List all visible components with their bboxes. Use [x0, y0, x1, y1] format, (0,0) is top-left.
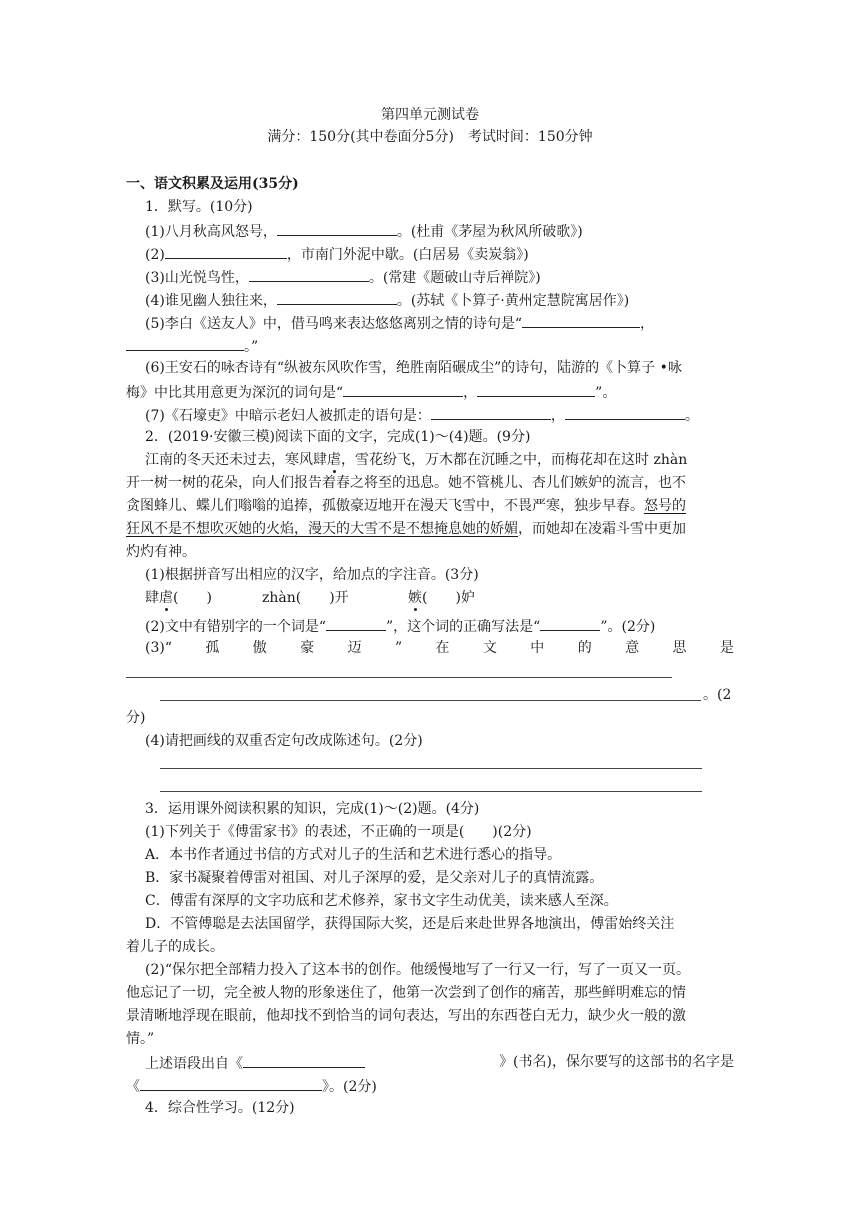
q2-sub-2-text: (2)文中有错别字的一个词是“ [145, 619, 326, 635]
q2-sub-3-char: ” [394, 640, 403, 656]
passage-text: 贪图蜂儿、蝶儿们嗡嗡的追捧，孤傲豪迈地开在漫天飞雪中，不畏严寒，独步早春。 [126, 498, 644, 514]
q1-item-5-text: (5)李白《送友人》中，借马鸣来表达悠悠离别之情的诗句是“ [145, 316, 522, 332]
answer-blank[interactable] [326, 616, 386, 631]
q2-sub-3-char: 文 [482, 640, 497, 656]
dotted-char: 嫉 [408, 590, 422, 606]
comma: ， [463, 385, 478, 401]
q2-sub-3-char: 思 [672, 640, 687, 656]
q2-sub-3-char: 孤 [205, 640, 220, 656]
answer-blank[interactable] [431, 405, 551, 420]
q3-sub-2-question-cont [126, 1076, 734, 1096]
closing-quote: 。” [244, 339, 259, 355]
option-c[interactable]: C．傅雷有深厚的文字功底和艺术修养，家书文字生动优美，读来感人至深。 [145, 893, 618, 909]
quote-line: 景清晰地浮现在眼前，他却找不到恰当的词句表达，写出的东西苍白无力，缺少火一般的激 [126, 1008, 686, 1024]
passage-line: 开一树一树的花朵，向人们报告着春之将至的迅息。她不管桃儿、杏儿们嫉妒的流言，也不 [126, 475, 686, 491]
q2-sub-4: (4)请把画线的双重否定句改成陈述句。(2分) [145, 733, 423, 749]
answer-blank[interactable] [343, 382, 463, 397]
q2-sub-3-score-cont: 分) [126, 710, 146, 726]
q1-item-1-text: (1)八月秋高风怒号， [145, 224, 277, 240]
underlined-sentence: 怒号的 [644, 498, 686, 514]
period: 。 [684, 408, 699, 424]
q2-sub-3-char: 中 [530, 640, 545, 656]
q1-item-3-text: (3)山光悦鸟性， [145, 270, 249, 286]
answer-blank[interactable] [522, 313, 640, 328]
q1-item-6-cont [126, 382, 734, 402]
q1-stem: 1．默写。(10分) [145, 199, 253, 215]
q1-item-4-text: (4)谁见幽人独往来， [145, 293, 277, 309]
q1-item-5-cont [126, 336, 734, 356]
q2-sub-2 [145, 616, 753, 636]
q2-stem: 2．(2019·安徽三模)阅读下面的文字，完成(1)～(4)题。(9分) [145, 429, 531, 445]
answer-blank[interactable] [243, 1053, 365, 1068]
q1-item-2-text: ，市南门外泥中歇。(白居易《卖炭翁》) [286, 247, 529, 263]
answer-blank[interactable] [140, 1076, 322, 1091]
closing-quote: ”。 [595, 385, 617, 401]
exam-subtitle: 满分：150分(其中卷面分5分) 考试时间：150分钟 [267, 129, 593, 145]
answer-blank[interactable] [277, 290, 397, 305]
passage-text: ，而她却在凌霜斗雪中更加 [518, 521, 686, 537]
q1-item-6-text: 梅》中比其用意更为深沉的词句是“ [126, 385, 344, 401]
q2-sub-3-char: (3)“ [145, 640, 172, 656]
char: 肆 [145, 590, 159, 606]
q3-sub-2-text: 《 [126, 1079, 140, 1095]
q3-stem: 3．运用课外阅读积累的知识，完成(1)～(2)题。(4分) [145, 801, 480, 817]
underlined-sentence: 狂风不是不想吹灭她的火焰，漫天的大雪不是不想掩息她的娇媚 [126, 521, 518, 537]
q3-sub-2-text: 》(书名)，保尔要写的这部书的名字是 [499, 1054, 734, 1070]
q2-sub-3-char: 意 [625, 640, 640, 656]
option-a[interactable]: A．本书作者通过书信的方式对儿子的生活和艺术进行悉心的指导。 [145, 847, 562, 863]
q2-sub-3-char: 傲 [252, 640, 267, 656]
q2-sub-3-char: 是 [719, 640, 734, 656]
q1-item-2-num: (2) [145, 247, 165, 263]
passage-text: 江南的冬天还未过去，寒风肆 [145, 452, 327, 468]
q2-sub-2-text: ”，这个词的正确写法是“ [386, 619, 541, 635]
answer-line[interactable] [126, 677, 672, 678]
answer-blank[interactable] [249, 267, 369, 282]
q2-sub-3-char: 的 [577, 640, 592, 656]
q1-item-2 [145, 244, 753, 264]
q1-item-4-source: 。(苏轼《卜算子·黄州定慧院寓居作》) [396, 293, 630, 309]
answer-paren[interactable]: ( ) [173, 590, 212, 606]
passage-line [126, 497, 734, 515]
q1-item-6: (6)王安石的咏杏诗有“纵被东风吹作雪，绝胜南陌碾成尘”的诗句，陆游的《卜算子 •咏 [145, 360, 682, 376]
q1-item-7-text: (7)《石壕吏》中暗示老妇人被抓走的语句是： [145, 408, 431, 424]
q2-sub-3 [145, 639, 734, 657]
answer-blank[interactable] [540, 616, 600, 631]
answer-blank[interactable] [477, 382, 595, 397]
q2-sub-3-score: 。(2 [703, 687, 732, 703]
q1-item-5 [145, 313, 753, 333]
q4-stem: 4．综合性学习。(12分) [145, 1100, 295, 1116]
q1-item-1 [145, 221, 753, 241]
q2-sub-3-char: 迈 [347, 640, 362, 656]
option-d[interactable]: D．不管傅聪是去法国留学，获得国际大奖，还是后来赴世界各地演出，傅雷始终关注 [145, 916, 675, 932]
q1-item-3 [145, 267, 753, 287]
q3-sub-2-text: 上述语段出自《 [145, 1056, 243, 1072]
quote-line: 情。” [126, 1031, 155, 1047]
q3-sub-2-text: 》。(2分) [322, 1079, 377, 1095]
answer-blank[interactable] [565, 405, 685, 420]
answer-paren[interactable]: ( )妒 [422, 590, 475, 606]
q1-item-7 [145, 405, 753, 425]
q2-sub-1: (1)根据拼音写出相应的汉字，给加点的字注音。(3分) [145, 567, 479, 583]
passage-text: ，雪花纷飞，万木都在沉睡之中，而梅花却在这时 zhàn [341, 452, 688, 468]
q2-sub-2-text: ”。(2分) [600, 619, 656, 635]
comma: ， [550, 408, 565, 424]
answer-blank[interactable] [165, 244, 287, 259]
passage-line [126, 520, 734, 538]
answer-line[interactable] [160, 768, 702, 769]
option-d-cont: 着儿子的成长。 [126, 939, 224, 955]
dotted-char: 虐 [327, 452, 341, 468]
q3-sub-2-q-left [145, 1053, 365, 1073]
option-b[interactable]: B．家书凝聚着傅雷对祖国、对儿子深厚的爱，是父亲对儿子的真情流露。 [145, 870, 604, 886]
answer-line[interactable] [160, 791, 702, 792]
quote-line: 他忘记了一切，完全被人物的形象迷住了，他第一次尝到了创作的痛苦，那些鲜明难忘的情 [126, 985, 686, 1001]
passage-line [145, 451, 753, 469]
answer-blank[interactable] [126, 336, 244, 351]
section-heading: 一、语文积累及运用(35分) [126, 176, 299, 192]
pinyin-item-2[interactable]: zhàn( )开 [262, 590, 349, 606]
q3-sub-1: (1)下列关于《傅雷家书》的表述，不正确的一项是( )(2分) [145, 824, 532, 840]
pinyin-item-1 [145, 589, 212, 607]
q1-item-1-source: 。(杜甫《茅屋为秋风所破歌》) [396, 224, 583, 240]
answer-line[interactable] [160, 700, 701, 701]
q2-sub-3-char: 豪 [300, 640, 315, 656]
exam-title: 第四单元测试卷 [381, 107, 479, 123]
q1-item-4 [145, 290, 753, 310]
answer-blank[interactable] [277, 221, 397, 236]
q2-sub-3-char: 在 [435, 640, 450, 656]
pinyin-item-3 [408, 589, 475, 607]
comma: ， [640, 316, 654, 332]
q3-sub-2: (2)“保尔把全部精力投入了这本书的创作。他缓慢地写了一行又一行，写了一页又一页。 [145, 962, 690, 978]
q1-item-3-source: 。(常建《题破山寺后禅院》) [368, 270, 541, 286]
dotted-char: 虐 [159, 590, 173, 606]
q3-sub-2-question [145, 1053, 734, 1073]
passage-line: 灼灼有神。 [126, 544, 196, 560]
